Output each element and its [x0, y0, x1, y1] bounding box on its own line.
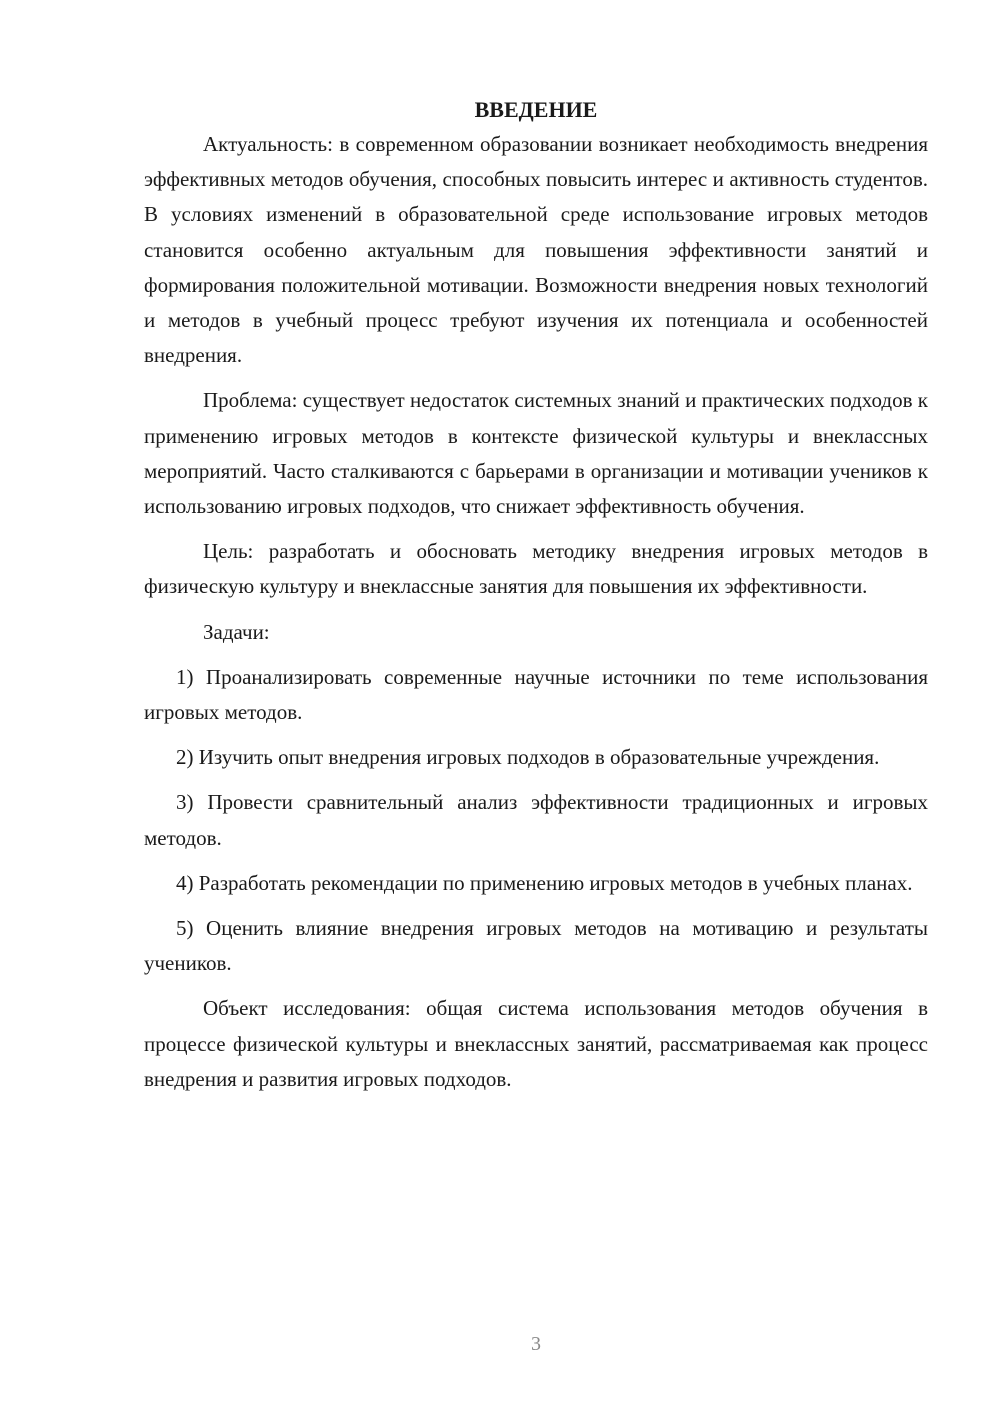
- task-item-1: 1) Проанализировать современные научные источники по теме использования игровых методов.: [144, 664, 928, 725]
- paragraph-problem: Проблема: существует недостаток системных знаний и практических подходов к применению игровых методов в контексте физической культуры и внеклассных мероприятий. Часто сталкиваются с барьерами в организации и мотивации учеников к использованию игровых подходов, что снижает эффективность обучения.: [144, 388, 928, 519]
- paragraph-goal: Цель: разработать и обосновать методику внедрения игровых методов в физическую культуру и внеклассные занятия для повышения их эффективности.: [144, 539, 928, 599]
- task-item-5: 5) Оценить влияние внедрения игровых методов на мотивацию и результаты учеников.: [144, 916, 928, 976]
- task-item-4: 4) Разработать рекомендации по применению игровых методов в учебных планах.: [176, 870, 913, 895]
- task-item-2: 2) Изучить опыт внедрения игровых подходов в образовательные учреждения.: [176, 745, 880, 770]
- page-number: 3: [531, 1333, 541, 1355]
- tasks-heading: Задачи:: [203, 619, 270, 644]
- document-page: [144, 92, 928, 1097]
- task-item-3: 3) Провести сравнительный анализ эффективности традиционных и игровых методов.: [144, 790, 928, 850]
- paragraph-object: Объект исследования: общая система использования методов обучения в процессе физической культуры и внеклассных занятий, рассматриваемая как процесс внедрения и развития игровых подходов.: [144, 996, 928, 1091]
- section-title: ВВЕДЕНИЕ: [474, 97, 598, 122]
- paragraph-relevance: Актуальность: в современном образовании возникает необходимость внедрения эффективных методов обучения, способных повысить интерес и активность студентов. В условиях изменений в образовательной среде использование игровых методов становится особенно актуальным для повышения эффективности занятий и формирования положительной мотивации. Возможности внедрения новых технологий и методов в учебный процесс требуют изучения их потенциала и особенностей внедрения.: [144, 132, 928, 368]
